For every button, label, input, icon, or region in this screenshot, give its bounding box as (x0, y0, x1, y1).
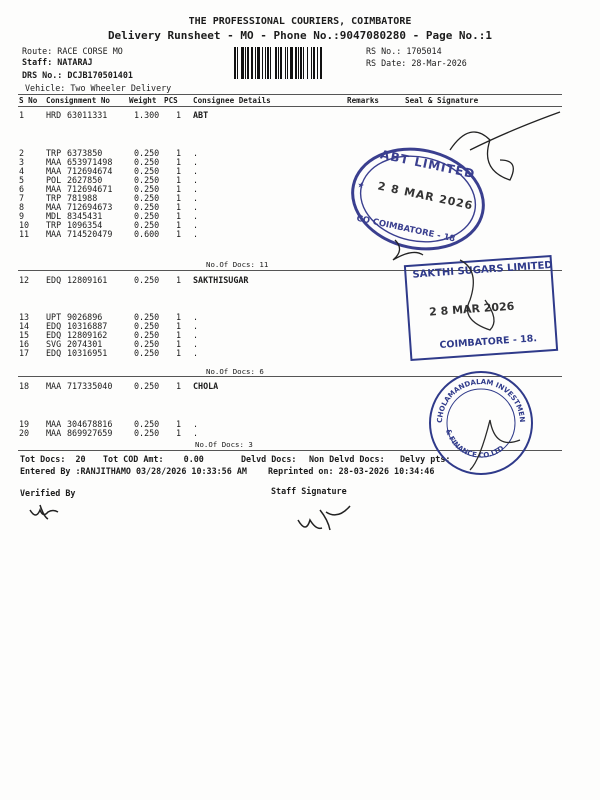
row-consignee: . (193, 202, 199, 212)
row-sno: 19 (19, 419, 30, 429)
row-number: 781988 (67, 193, 98, 203)
row-pcs: 1 (176, 428, 182, 438)
row-prefix: MDL (46, 211, 62, 221)
row-pcs: 1 (176, 157, 182, 167)
col-weight: Weight (129, 96, 157, 105)
row-sno: 15 (19, 330, 30, 340)
abt-signature (393, 112, 560, 260)
row-consignee: . (193, 148, 199, 158)
row-number: 10316887 (67, 321, 108, 331)
row-prefix: HRD (46, 110, 62, 120)
row-pcs: 1 (176, 166, 182, 176)
row-prefix: MAA (46, 202, 62, 212)
verified-signature (30, 505, 58, 519)
row-sno: 6 (19, 184, 25, 194)
row-pcs: 1 (176, 202, 182, 212)
row-consignee: . (193, 428, 199, 438)
row-weight: 1.300 (134, 110, 160, 120)
row-prefix: MAA (46, 166, 62, 176)
row-sno: 1 (19, 110, 25, 120)
row-weight: 0.250 (134, 211, 160, 221)
chola-stamp-bottom: & FINANCE CO.LTD (443, 428, 506, 460)
group-count-1: No.Of Docs: 11 (206, 260, 269, 269)
abt-stamp-date: 2 8 MAR 2026 (376, 179, 475, 213)
row-number: 712694673 (67, 202, 113, 212)
row-pcs: 1 (176, 339, 182, 349)
row-consignee: ABT (193, 110, 209, 120)
row-number: 712694674 (67, 166, 113, 176)
abt-stamp-name: ABT LIMITED (379, 147, 477, 182)
row-consignee: . (193, 220, 199, 230)
row-pcs: 1 (176, 312, 182, 322)
row-sno: 14 (19, 321, 30, 331)
row-pcs: 1 (176, 211, 182, 221)
row-prefix: MAA (46, 184, 62, 194)
row-number: 717335040 (67, 381, 113, 391)
sakthi-stamp-date: 2 8 MAR 2026 (428, 299, 515, 319)
row-weight: 0.250 (134, 275, 160, 285)
row-prefix: POL (46, 175, 62, 185)
delivered-docs: Delvd Docs: (241, 454, 297, 464)
non-delivered-docs: Non Delvd Docs: (309, 454, 385, 464)
row-pcs: 1 (176, 110, 182, 120)
col-consignee: Consignee Details (193, 96, 271, 105)
row-number: 12809161 (67, 275, 108, 285)
row-sno: 13 (19, 312, 30, 322)
row-prefix: MAA (46, 419, 62, 429)
row-consignee: SAKTHISUGAR (193, 275, 249, 285)
row-consignee: . (193, 419, 199, 429)
row-sno: 18 (19, 381, 30, 391)
row-prefix: TRP (46, 220, 62, 230)
row-prefix: TRP (46, 148, 62, 158)
row-pcs: 1 (176, 229, 182, 239)
row-number: 8345431 (67, 211, 103, 221)
rs-date: RS Date: 28-Mar-2026 (366, 58, 467, 68)
row-consignee: . (193, 229, 199, 239)
row-weight: 0.250 (134, 166, 160, 176)
sakthi-stamp-name: SAKTHI SUGARS LIMITED (412, 259, 554, 281)
row-sno: 2 (19, 148, 25, 158)
row-sno: 9 (19, 211, 25, 221)
row-sno: 17 (19, 348, 30, 358)
reprinted-on: Reprinted on: 28-03-2026 10:34:46 (268, 466, 435, 476)
row-number: 63011331 (67, 110, 108, 120)
row-prefix: MAA (46, 428, 62, 438)
row-prefix: MAA (46, 157, 62, 167)
row-consignee: . (193, 348, 199, 358)
row-number: 2074301 (67, 339, 103, 349)
row-sno: 5 (19, 175, 25, 185)
row-sno: 4 (19, 166, 25, 176)
col-sno: S No (19, 96, 38, 105)
row-pcs: 1 (176, 148, 182, 158)
row-number: 304678816 (67, 419, 113, 429)
row-pcs: 1 (176, 381, 182, 391)
row-sno: 7 (19, 193, 25, 203)
row-weight: 0.250 (134, 193, 160, 203)
abt-stamp-star-icon: ★ (356, 177, 366, 192)
row-weight: 0.250 (134, 202, 160, 212)
row-prefix: EDQ (46, 321, 62, 331)
row-pcs: 1 (176, 275, 182, 285)
row-pcs: 1 (176, 175, 182, 185)
row-weight: 0.250 (134, 321, 160, 331)
col-remarks: Remarks (347, 96, 380, 105)
row-number: 653971498 (67, 157, 113, 167)
row-weight: 0.250 (134, 381, 160, 391)
col-seal: Seal & Signature (405, 96, 479, 105)
row-sno: 12 (19, 275, 30, 285)
row-consignee: . (193, 175, 199, 185)
row-weight: 0.600 (134, 229, 160, 239)
total-cod: Tot COD Amt: 0.00 (103, 454, 204, 464)
row-sno: 10 (19, 220, 30, 230)
row-consignee: . (193, 166, 199, 176)
row-consignee: . (193, 211, 199, 221)
row-number: 1096354 (67, 220, 103, 230)
row-prefix: EDQ (46, 330, 62, 340)
row-weight: 0.250 (134, 419, 160, 429)
row-weight: 0.250 (134, 175, 160, 185)
group-count-3: No.Of Docs: 3 (195, 440, 253, 449)
row-prefix: EDQ (46, 275, 62, 285)
row-weight: 0.250 (134, 339, 160, 349)
sakthi-stamp-city: COIMBATORE - 18. (439, 333, 538, 351)
staff-signature (298, 506, 350, 530)
row-weight: 0.250 (134, 348, 160, 358)
row-consignee: . (193, 184, 199, 194)
row-number: 712694671 (67, 184, 113, 194)
row-number: 2627850 (67, 175, 103, 185)
row-consignee: . (193, 330, 199, 340)
row-consignee: . (193, 157, 199, 167)
row-pcs: 1 (176, 184, 182, 194)
row-number: 869927659 (67, 428, 113, 438)
row-pcs: 1 (176, 193, 182, 203)
chola-stamp-top: CHOLAMANDALAM INVESTMENT (425, 364, 527, 424)
col-consignment: Consignment No (46, 96, 111, 105)
row-weight: 0.250 (134, 330, 160, 340)
row-sno: 11 (19, 229, 30, 239)
row-number: 10316951 (67, 348, 108, 358)
total-docs: Tot Docs: 20 (20, 454, 86, 464)
sakthi-signature (460, 260, 494, 330)
row-pcs: 1 (176, 419, 182, 429)
row-weight: 0.250 (134, 428, 160, 438)
rs-number: RS No.: 1705014 (366, 46, 442, 56)
row-weight: 0.250 (134, 220, 160, 230)
abt-stamp-city: CO COIMBATORE - 18 (355, 213, 456, 245)
row-sno: 16 (19, 339, 30, 349)
row-weight: 0.250 (134, 312, 160, 322)
row-consignee: . (193, 193, 199, 203)
row-prefix: EDQ (46, 348, 62, 358)
staff: Staff: NATARAJ (22, 57, 93, 67)
row-number: 12809162 (67, 330, 108, 340)
row-sno: 8 (19, 202, 25, 212)
chola-signature (470, 420, 520, 470)
row-consignee: . (193, 339, 199, 349)
row-sno: 20 (19, 428, 30, 438)
row-consignee: . (193, 312, 199, 322)
row-weight: 0.250 (134, 148, 160, 158)
row-pcs: 1 (176, 321, 182, 331)
row-prefix: MAA (46, 229, 62, 239)
company-name: THE PROFESSIONAL COURIERS, COIMBATORE (188, 16, 412, 27)
row-pcs: 1 (176, 330, 182, 340)
row-number: 6373850 (67, 148, 103, 158)
staff-signature-label: Staff Signature (271, 486, 347, 496)
row-number: 714520479 (67, 229, 113, 239)
row-prefix: SVG (46, 339, 62, 349)
row-pcs: 1 (176, 220, 182, 230)
row-weight: 0.250 (134, 184, 160, 194)
vehicle: Vehicle: Two Wheeler Delivery (25, 83, 172, 93)
row-weight: 0.250 (134, 157, 160, 167)
entered-by: Entered By :RANJITHAMO 03/28/2026 10:33:56 AM (20, 466, 247, 476)
row-prefix: TRP (46, 193, 62, 203)
col-pcs: PCS (164, 96, 178, 105)
row-sno: 3 (19, 157, 25, 167)
row-prefix: MAA (46, 381, 62, 391)
page-title: Delivery Runsheet - MO - Phone No.:9047080280 - Page No.:1 (107, 29, 493, 42)
route: Route: RACE CORSE MO (22, 46, 123, 56)
drs-number: DRS No.: DCJB170501401 (22, 70, 133, 80)
row-consignee: . (193, 321, 199, 331)
row-number: 9026896 (67, 312, 103, 322)
row-consignee: CHOLA (193, 381, 219, 391)
verified-by-label: Verified By (20, 488, 76, 498)
group-count-2: No.Of Docs: 6 (206, 367, 264, 376)
row-prefix: UPT (46, 312, 62, 322)
row-pcs: 1 (176, 348, 182, 358)
delivery-points: Delvy pts: (400, 454, 451, 464)
